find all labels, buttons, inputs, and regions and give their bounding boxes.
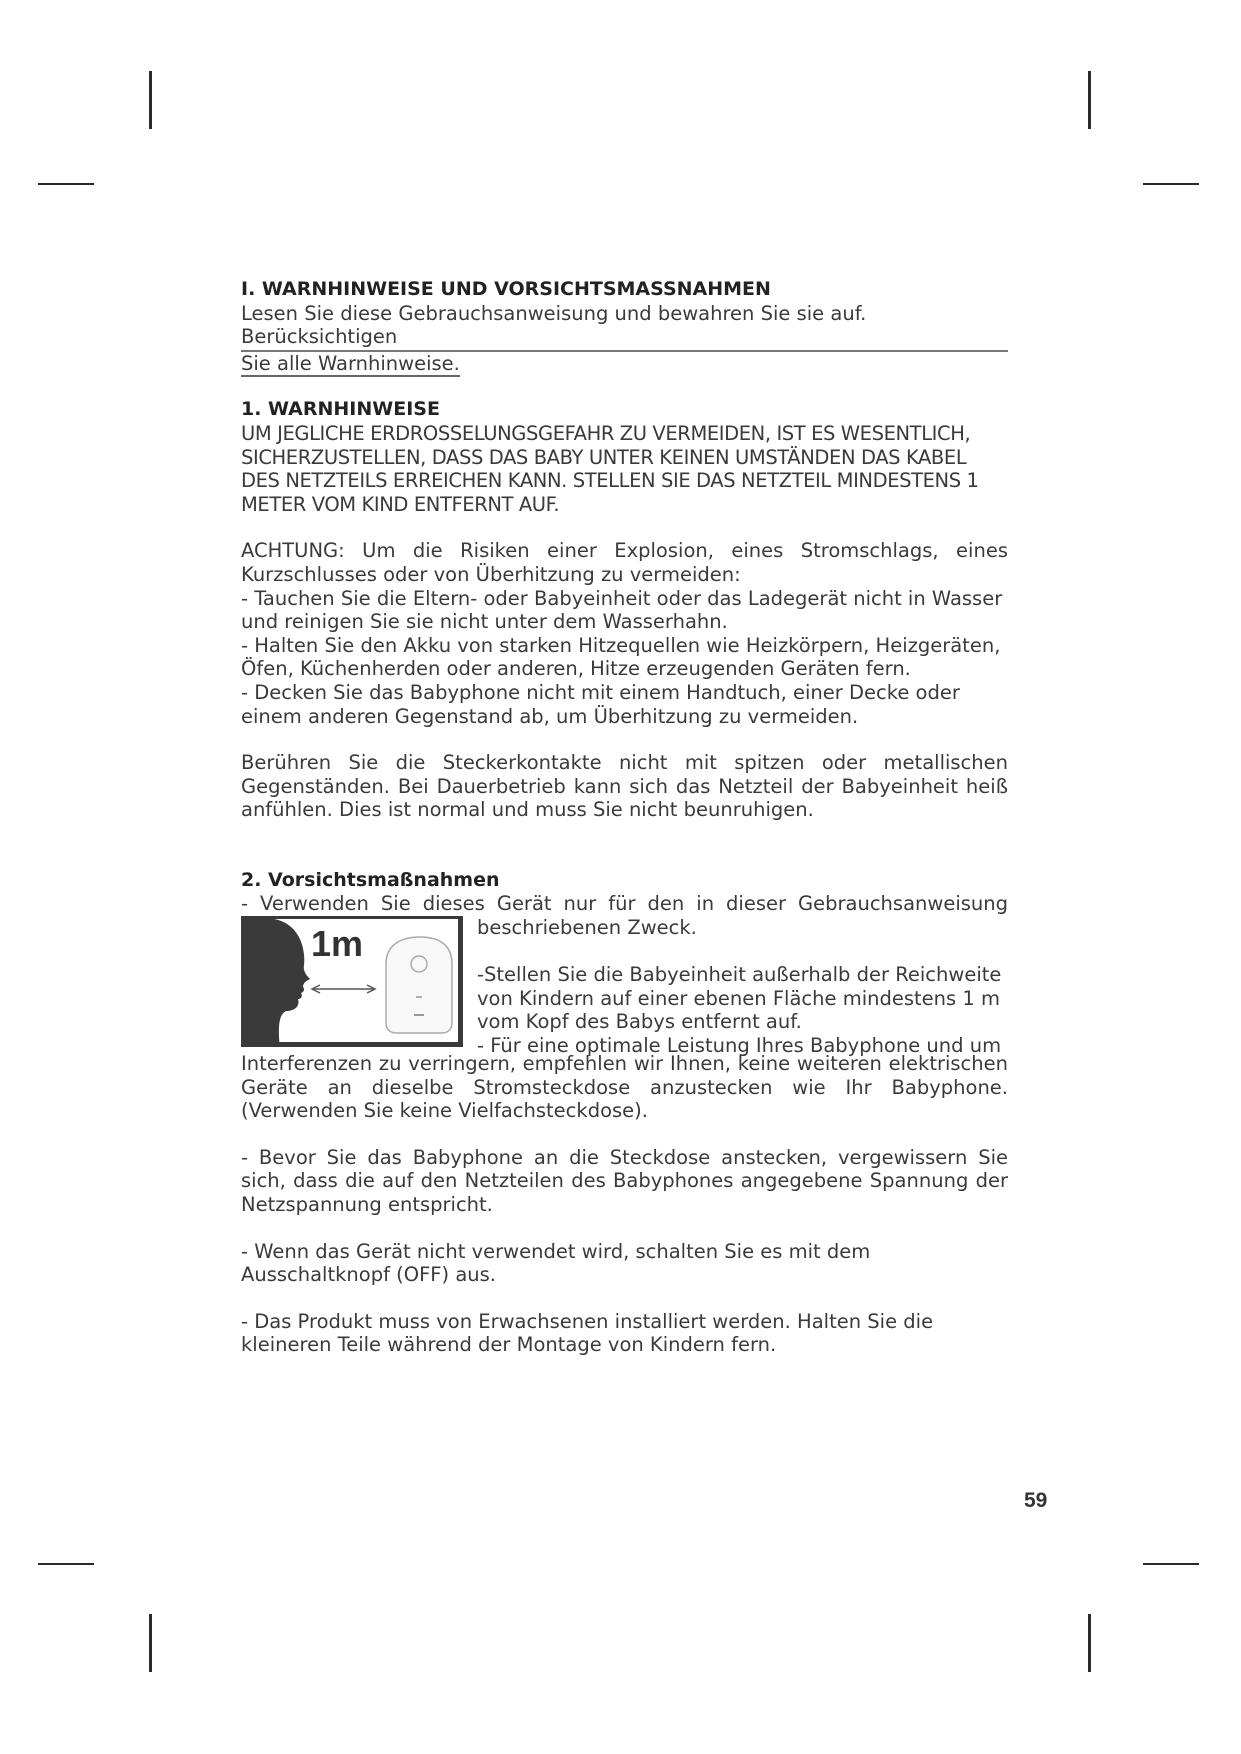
main-section-title: I. WARNHINWEISE UND VORSICHTSMASSNAHMEN — [241, 278, 771, 300]
use-line-1: - Verwenden Sie dieses Gerät nur für den in dieser Gebrauchsanweisung — [241, 892, 1008, 916]
crop-mark-top-right-horizontal — [1143, 183, 1199, 185]
interference-rest: Interferenzen zu verringern, empfehlen wir Ihnen, keine weiteren elektrischen Geräte an dieselbe Stromsteckdose anzustecken wie Ihr Babyphone. (Verwenden Sie keine Vielfachsteckdose). — [241, 1052, 1008, 1123]
spacer — [241, 1123, 1008, 1146]
spacer — [241, 728, 1008, 751]
page-number: 59 — [1024, 1489, 1048, 1512]
interference-start: - Für eine optimale Leistung Ihres Babyphone und um — [477, 1034, 1002, 1058]
crop-mark-bottom-right-horizontal — [1143, 1563, 1199, 1565]
intro-line-2-text: Sie alle Warnhinweise. — [241, 351, 460, 375]
precautions-title: 2. Vorsichtsmaßnahmen — [241, 868, 500, 891]
spacer — [241, 375, 1008, 398]
spacer — [241, 1287, 1008, 1310]
placement-instruction: -Stellen Sie die Babyeinheit außerhalb der Reichweite von Kindern auf einer ebenen Fläche mindestens 1 m vom Kopf des Babys entfernt auf. — [477, 963, 1002, 1034]
caution-water: - Tauchen Sie die Eltern- oder Babyeinheit oder das Ladegerät nicht in Wasser und reinigen Sie sie nicht unter dem Wasserhahn. — [241, 586, 1003, 634]
spacer — [241, 516, 1008, 539]
caution-heat: - Halten Sie den Akku von starken Hitzequellen wie Heizkörpern, Heizgeräten, Öfen, Küchenherden oder anderen, Hitze erzeugenden Geräten fern. — [241, 633, 1001, 681]
contacts-warning: Berühren Sie die Steckerkontakte nicht mit spitzen oder metallischen Gegenständen. Bei Dauerbetrieb kann sich das Netzteil der Babyeinheit heiß anfühlen. Dies ist normal und muss Sie nicht beunruhigen. — [241, 751, 1008, 822]
distance-illustration — [241, 916, 463, 1047]
distance-label: 1m — [311, 923, 364, 965]
voltage-precaution: - Bevor Sie das Babyphone an die Steckdose anstecken, vergewissern Sie sich, dass die auf den Netzteilen des Babyphones angegebene Spannung der Netzspannung entspricht. — [241, 1145, 1008, 1217]
spacer — [241, 822, 1008, 869]
warnings-title: 1. WARNHINWEISE — [241, 398, 440, 421]
page-content — [241, 278, 1008, 1357]
crop-mark-bottom-right-vertical — [1088, 1614, 1091, 1672]
strangulation-warning: UM JEGLICHE ERDROSSELUNGSGEFAHR ZU VERMEIDEN, IST ES WESENTLICH, SICHERZUSTELLEN, DASS DAS BABY UNTER KEINEN UMSTÄNDEN DAS KABEL DES NETZTEILS ERREICHEN KANN. STELLEN SIE DAS NETZTEIL MINDESTENS 1 METER VOM KIND ENTFERNT AUF. — [241, 421, 979, 516]
caution-cover: - Decken Sie das Babyphone nicht mit einem Handtuch, einer Decke oder einem anderen Gegenstand ab, um Überhitzung zu vermeiden. — [241, 680, 960, 728]
figure-block — [241, 916, 1008, 1058]
off-precaution: - Wenn das Gerät nicht verwendet wird, schalten Sie es mit dem Ausschaltknopf (OFF) aus. — [241, 1239, 871, 1287]
caution-intro: ACHTUNG: Um die Risiken einer Explosion, eines Stromschlags, eines Kurzschlusses oder von Überhitzung zu vermeiden: — [241, 539, 1008, 586]
use-line-2: beschriebenen Zweck. — [477, 916, 697, 940]
spacer — [241, 1217, 1008, 1240]
intro-text — [241, 302, 1008, 376]
crop-mark-top-right-vertical — [1088, 71, 1091, 129]
crop-mark-bottom-left-horizontal — [38, 1563, 94, 1565]
install-precaution: - Das Produkt muss von Erwachsenen installiert werden. Halten Sie die kleineren Teile während der Montage von Kindern fern. — [241, 1309, 934, 1357]
crop-mark-bottom-left-vertical — [149, 1614, 152, 1672]
intro-line-2 — [241, 352, 1008, 376]
intro-line-1: Lesen Sie diese Gebrauchsanweisung und bewahren Sie sie auf. Berücksichtigen — [241, 301, 867, 349]
crop-mark-top-left-horizontal — [38, 183, 94, 185]
crop-mark-top-left-vertical — [149, 71, 152, 129]
